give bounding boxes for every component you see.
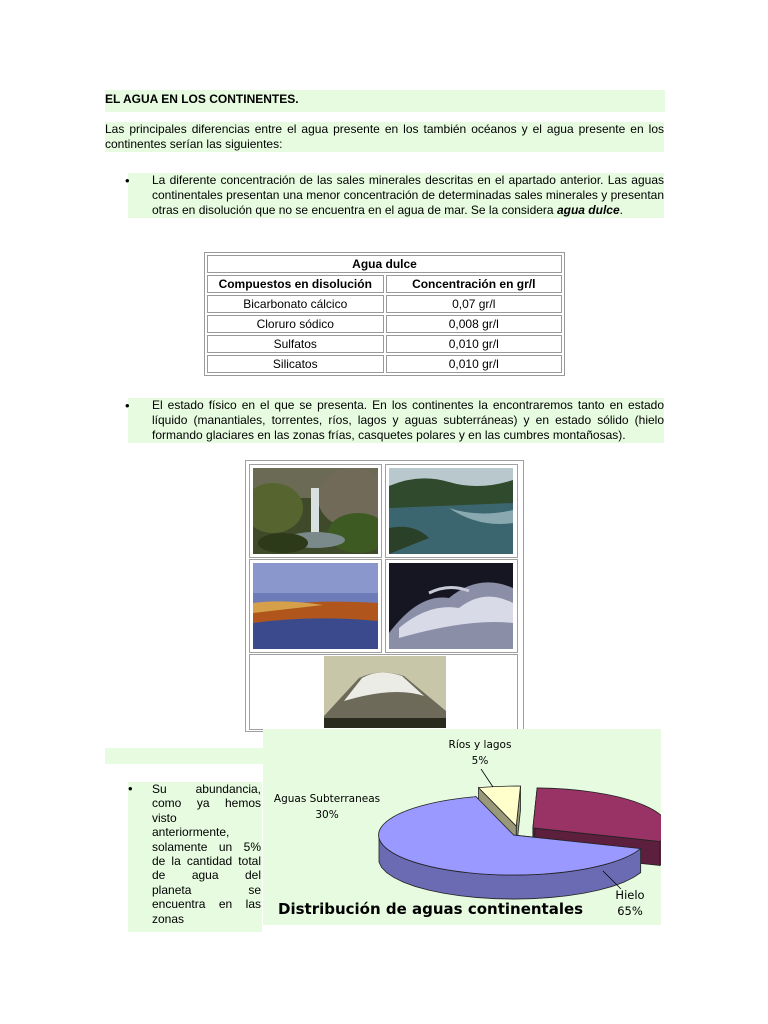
page-title: EL AGUA EN LOS CONTINENTES. (105, 90, 665, 112)
intro-paragraph: Las principales diferencias entre el agua presente en los también océanos y el agua presente en los continentes serían las siguientes: (105, 122, 664, 151)
table-cell: 0,07 gr/l (386, 295, 563, 313)
bullet-abundance-line: anteriormente, (152, 825, 230, 840)
photo-cell (249, 559, 382, 653)
slice-label-hielo: Hielo (615, 888, 645, 902)
bullet-salts-body: La diferente concentración de las sales minerales descritas en el apartado anterior. Las aguas continentales presentan una menor concentración de determinadas sales minerales y presentan otras en disolución que no se encuentra en el agua de mar. Se la considera (152, 173, 664, 217)
photo-cell (249, 654, 518, 730)
bullet-abundance-line: visto (152, 810, 177, 825)
agua-dulce-table (204, 252, 565, 376)
photo-cell (249, 464, 382, 558)
bullet-abundance-line: planeta se (152, 882, 261, 897)
lake-photo (389, 468, 513, 554)
table-title: Agua dulce (207, 255, 562, 273)
emphasis-agua-dulce: agua dulce (556, 203, 620, 217)
table-row (207, 355, 562, 373)
table-cell: 0,010 gr/l (386, 335, 563, 353)
bullet-abundance-line: de la cantidad total (152, 854, 261, 868)
bullet-physical-state-text: El estado físico en el que se presenta. En los continentes la encontraremos tanto en estado líquido (manantiales, torrentes, ríos, lagos y aguas subterráneas) y en estado sólido (hielo formando glaciares en las zonas frías, casquetes polares y en las cumbres montañosas). (152, 398, 664, 442)
bullet-salts (125, 173, 664, 218)
table-row (207, 295, 562, 313)
bullet-abundance-line: solamente un 5% (152, 839, 261, 854)
slice-value-hielo: 65% (617, 904, 643, 918)
bullet-abundance-line: zonas (152, 911, 185, 926)
bullet-abundance-line: encuentra en las (152, 897, 261, 912)
shore-photo (253, 563, 378, 649)
leader-line-rios (481, 769, 493, 787)
highlight-strip (105, 748, 263, 764)
table-cell: 0,010 gr/l (386, 355, 563, 373)
bullet-dot: • (125, 398, 130, 413)
table-cell: 0,008 gr/l (386, 315, 563, 333)
bullet-salts-text (152, 173, 664, 218)
table-cell: Bicarbonato cálcico (207, 295, 384, 313)
bullet-dot: • (128, 781, 133, 796)
bullet-salts-end: . (619, 203, 623, 217)
slice-value-rios: 5% (471, 755, 489, 767)
photo-grid (245, 460, 524, 732)
pie-chart-container (263, 729, 661, 925)
glacier-photo (389, 563, 513, 649)
bullet-abundance-line: de agua del (152, 868, 261, 883)
bullet-dot: • (125, 173, 130, 188)
bullet-physical-state (125, 398, 664, 443)
table-row (207, 335, 562, 353)
waterfall-photo (253, 468, 378, 554)
chart-title: Distribución de aguas continentales (278, 900, 584, 918)
table-cell: Sulfatos (207, 335, 384, 353)
bullet-abundance-line: Su abundancia, (152, 782, 261, 796)
bullet-abundance (128, 782, 262, 932)
photo-cell (385, 559, 518, 653)
slice-label-rios: Ríos y lagos (448, 739, 512, 751)
bullet-abundance-line: como ya hemos (152, 796, 261, 811)
table-header-concentracion: Concentración en gr/l (386, 275, 563, 293)
table-row (207, 315, 562, 333)
mountain-photo (324, 656, 446, 728)
slice-value-subterraneas: 30% (315, 809, 339, 821)
pie-chart (263, 729, 661, 925)
slice-label-subterraneas: Aguas Subterraneas (273, 793, 381, 805)
table-header-compuestos: Compuestos en disolución (207, 275, 384, 293)
table-cell: Silicatos (207, 355, 384, 373)
table-cell: Cloruro sódico (207, 315, 384, 333)
photo-cell (385, 464, 518, 558)
